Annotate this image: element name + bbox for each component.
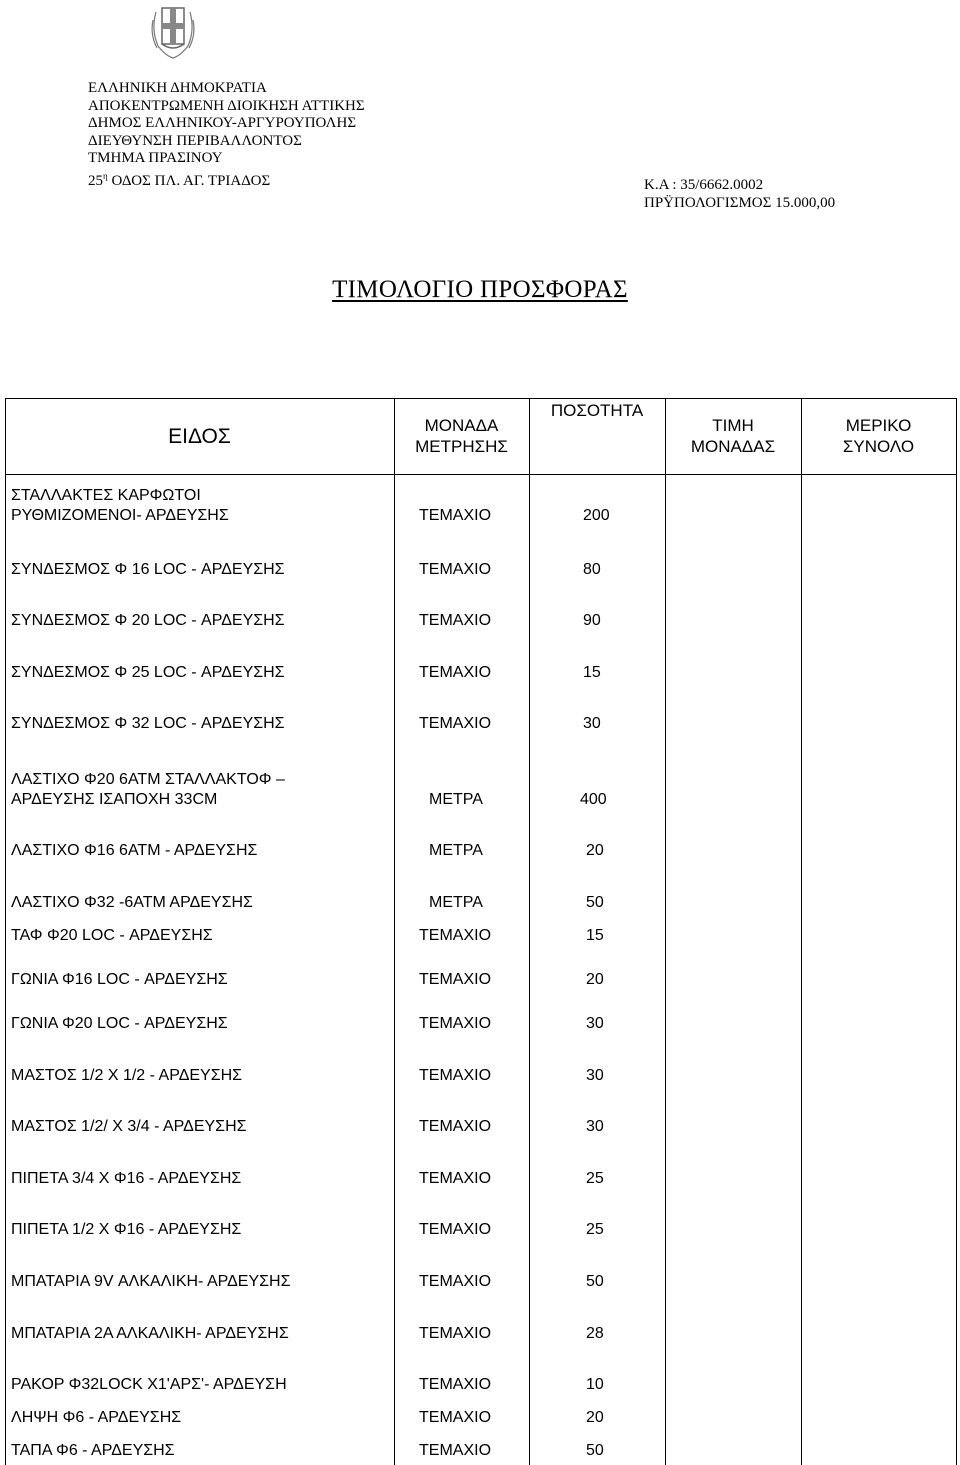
quantity-cell: 20 (586, 1409, 604, 1426)
column-divider (529, 398, 530, 1465)
header-price-line1: ΤΙΜΗ (712, 416, 754, 435)
header-quantity (529, 398, 665, 476)
quantity-cell: 25 (586, 1170, 604, 1187)
item-description (11, 770, 285, 810)
header-unit-price (665, 398, 801, 474)
header-address (88, 168, 365, 191)
item-description: ΓΩΝΙΑ Φ16 LOC - ΑΡΔΕΥΣΗΣ (11, 971, 228, 988)
budget-code: Κ.Α : 35/6662.0002 (644, 177, 764, 193)
table-border-right (956, 398, 957, 1465)
page-title: ΤΙΜΟΛΟΓΙΟ ΠΡΟΣΦΟΡΑΣ (332, 276, 628, 303)
item-description: ΜΑΣΤΟΣ 1/2/ Χ 3/4 - ΑΡΔΕΥΣΗΣ (11, 1118, 247, 1135)
coat-of-arms-emblem (148, 0, 198, 60)
item-description: ΠΙΠΕΤΑ 3/4 Χ Φ16 - ΑΡΔΕΥΣΗΣ (11, 1170, 242, 1187)
unit-cell: ΜΕΤΡΑ (429, 791, 483, 808)
quantity-cell: 400 (580, 791, 607, 808)
item-description (11, 486, 229, 526)
header-subtotal (801, 398, 956, 474)
reference-block (644, 177, 835, 212)
header-line: ΔΗΜΟΣ ΕΛΛΗΝΙΚΟΥ-ΑΡΓΥΡΟΥΠΟΛΗΣ (88, 115, 357, 131)
column-divider (801, 398, 802, 1465)
item-description: ΜΠΑΤΑΡΙΑ 2Α ΑΛΚΑΛΙΚΗ- ΑΡΔΕΥΣΗΣ (11, 1325, 289, 1342)
item-description: ΣΥΝΔΕΣΜΟΣ Φ 32 LOC - ΑΡΔΕΥΣΗΣ (11, 715, 285, 732)
item-description: ΣΥΝΔΕΣΜΟΣ Φ 16 LOC - ΑΡΔΕΥΣΗΣ (11, 561, 285, 578)
quantity-cell: 20 (586, 842, 604, 859)
unit-cell: ΤΕΜΑΧΙΟ (419, 1442, 492, 1459)
item-description: ΛΑΣΤΙΧΟ Φ32 -6ΑΤΜ ΑΡΔΕΥΣΗΣ (11, 894, 253, 911)
item-description: ΓΩΝΙΑ Φ20 LOC - ΑΡΔΕΥΣΗΣ (11, 1015, 228, 1032)
header-item (5, 398, 394, 474)
item-description: ΜΠΑΤΑΡΙΑ 9V ΑΛΚΑΛΙΚΗ- ΑΡΔΕΥΣΗΣ (11, 1273, 291, 1290)
item-description: ΤΑΠΑ Φ6 - ΑΡΔΕΥΣΗΣ (11, 1442, 175, 1459)
unit-cell: ΤΕΜΑΧΙΟ (419, 1221, 492, 1238)
header-line: ΕΛΛΗΝΙΚΗ ΔΗΜΟΚΡΑΤΙΑ (88, 80, 267, 96)
item-description: ΣΥΝΔΕΣΜΟΣ Φ 25 LOC - ΑΡΔΕΥΣΗΣ (11, 664, 285, 681)
budget-amount: ΠΡΫΠΟΛΟΓΙΣΜΟΣ 15.000,00 (644, 194, 836, 211)
unit-cell: ΤΕΜΑΧΙΟ (419, 1409, 492, 1426)
quantity-cell: 50 (586, 1442, 604, 1459)
header-total-line1: ΜΕΡΙΚΟ (845, 416, 912, 435)
header-item-label: ΕΙΔΟΣ (168, 424, 231, 448)
quantity-cell: 200 (583, 507, 610, 524)
item-line: ΡΥΘΜΙΖΟΜΕΝΟΙ- ΑΡΔΕΥΣΗΣ (11, 507, 229, 524)
quantity-cell: 20 (586, 971, 604, 988)
column-divider (394, 398, 395, 1465)
header-line: ΔΙΕΥΘΥΝΣΗ ΠΕΡΙΒΑΛΛΟΝΤΟΣ (88, 132, 302, 149)
header-divider (5, 474, 957, 475)
quantity-cell: 10 (586, 1376, 604, 1393)
header-line: ΑΠΟΚΕΝΤΡΩΜΕΝΗ ΔΙΟΙΚΗΣΗ ΑΤΤΙΚΗΣ (88, 97, 365, 114)
unit-cell: ΜΕΤΡΑ (429, 894, 483, 911)
quantity-cell: 50 (586, 1273, 604, 1290)
quantity-cell: 30 (583, 715, 601, 732)
unit-cell: ΜΕΤΡΑ (429, 842, 483, 859)
quantity-cell: 15 (586, 927, 604, 944)
unit-cell: ΤΕΜΑΧΙΟ (419, 715, 492, 732)
price-offer-table (5, 398, 957, 1465)
quantity-cell: 90 (583, 612, 601, 629)
unit-cell: ΤΕΜΑΧΙΟ (419, 1325, 492, 1342)
quantity-cell: 50 (586, 894, 604, 911)
item-description: ΛΑΣΤΙΧΟ Φ16 6ΑΤΜ - ΑΡΔΕΥΣΗΣ (11, 842, 258, 859)
unit-cell: ΤΕΜΑΧΙΟ (419, 507, 492, 524)
header-quantity-label: ΠΟΣΟΤΗΤΑ (550, 401, 644, 420)
unit-cell: ΤΕΜΑΧΙΟ (419, 1118, 492, 1135)
column-divider (665, 398, 666, 1465)
issuer-header (88, 80, 365, 190)
header-unit-line1: ΜΟΝΑΔΑ (424, 416, 499, 435)
unit-cell: ΤΕΜΑΧΙΟ (419, 664, 492, 681)
quantity-cell: 80 (583, 561, 601, 578)
item-line: ΣΤΑΛΛΑΚΤΕΣ ΚΑΡΦΩΤΟΙ (11, 487, 201, 504)
item-description: ΣΥΝΔΕΣΜΟΣ Φ 20 LOC - ΑΡΔΕΥΣΗΣ (11, 612, 285, 629)
table-border-left (5, 398, 6, 1465)
item-description: ΛΗΨΗ Φ6 - ΑΡΔΕΥΣΗΣ (11, 1409, 182, 1426)
header-unit-line2: ΜΕΤΡΗΣΗΣ (415, 437, 508, 456)
unit-cell: ΤΕΜΑΧΙΟ (419, 612, 492, 629)
address-number: 25 (88, 172, 103, 189)
unit-cell: ΤΕΜΑΧΙΟ (419, 1067, 492, 1084)
unit-cell: ΤΕΜΑΧΙΟ (419, 1376, 492, 1393)
unit-cell: ΤΕΜΑΧΙΟ (419, 1015, 492, 1032)
unit-cell: ΤΕΜΑΧΙΟ (419, 1170, 492, 1187)
quantity-cell: 25 (586, 1221, 604, 1238)
item-description: ΜΑΣΤΟΣ 1/2 Χ 1/2 - ΑΡΔΕΥΣΗΣ (11, 1067, 243, 1084)
item-description: ΠΙΠΕΤΑ 1/2 Χ Φ16 - ΑΡΔΕΥΣΗΣ (11, 1221, 242, 1238)
header-unit (394, 398, 529, 474)
item-line: ΛΑΣΤΙΧΟ Φ20 6ΑΤΜ ΣΤΑΛΛΑΚΤΟΦ – (11, 771, 285, 788)
unit-cell: ΤΕΜΑΧΙΟ (419, 971, 492, 988)
unit-cell: ΤΕΜΑΧΙΟ (419, 927, 492, 944)
header-line: ΤΜΗΜΑ ΠΡΑΣΙΝΟΥ (88, 150, 223, 166)
item-description: ΤΑΦ Φ20 LOC - ΑΡΔΕΥΣΗΣ (11, 927, 213, 944)
quantity-cell: 30 (586, 1067, 604, 1084)
quantity-cell: 30 (586, 1118, 604, 1135)
unit-cell: ΤΕΜΑΧΙΟ (419, 1273, 492, 1290)
quantity-cell: 28 (586, 1325, 604, 1342)
quantity-cell: 30 (586, 1015, 604, 1032)
unit-cell: ΤΕΜΑΧΙΟ (419, 561, 492, 578)
address-superscript: η (103, 170, 108, 181)
header-price-line2: ΜΟΝΑΔΑΣ (690, 437, 776, 456)
header-total-line2: ΣΥΝΟΛΟ (842, 437, 915, 456)
quantity-cell: 15 (583, 664, 601, 681)
item-line: ΑΡΔΕΥΣΗΣ ΙΣΑΠΟΧΗ 33CM (11, 791, 218, 808)
address-street: ΟΔΟΣ ΠΛ. ΑΓ. ΤΡΙΑΔΟΣ (107, 172, 271, 189)
item-description: ΡΑΚΟΡ Φ32LOCK Χ1'ΑΡΣ'- ΑΡΔΕΥΣΗ (11, 1376, 287, 1393)
